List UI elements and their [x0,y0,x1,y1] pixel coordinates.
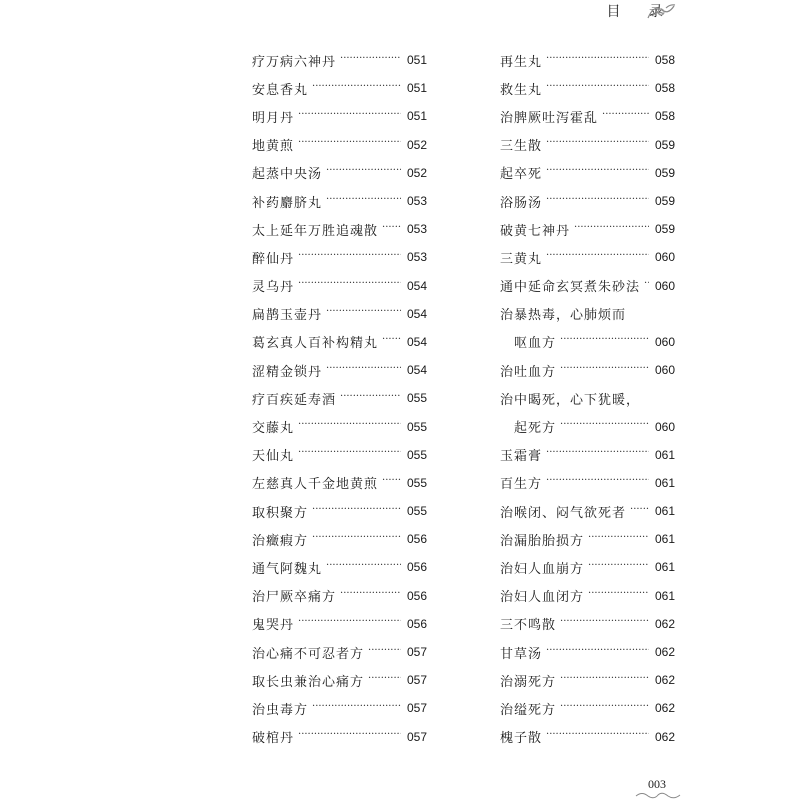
toc-entry [252,243,427,271]
toc-leader-dots [298,729,401,740]
toc-entry-title: 疗万病六神丹 [252,54,337,70]
toc-entry [252,272,427,300]
header-title: 目 录 [606,4,675,20]
toc-leader-dots [298,419,401,430]
toc-leader-dots [630,504,649,515]
toc-entry-title: 起蒸中央汤 [252,167,323,183]
toc-entry [500,272,675,300]
toc-leader-dots [560,363,649,374]
toc-entry-page: 059 [654,165,675,180]
toc-leader-dots [560,673,649,684]
toc-entry-page: 058 [654,81,675,96]
toc-entry [500,469,675,497]
toc-leader-dots [644,278,649,289]
toc-leader-dots [326,306,401,317]
toc-entry-title: 治心痛不可忍者方 [252,646,365,662]
toc-entry-page: 054 [406,278,427,293]
toc-entry-title: 三不鸣散 [500,618,557,634]
toc-entry-title: 浴肠汤 [500,195,543,211]
toc-entry-page: 056 [406,560,427,575]
toc-entry [252,610,427,638]
toc-entry-title: 三生散 [500,139,543,155]
toc-entry [500,46,675,74]
toc-entry-page: 060 [654,363,675,378]
toc-entry-title: 地黄煎 [252,139,295,155]
toc-entry-title: 起死方 [514,421,557,437]
toc-entry [252,102,427,130]
toc-entry-page: 057 [406,673,427,688]
toc-entry [252,131,427,159]
toc-leader-dots [312,532,401,543]
toc-entry-title: 治暴热毒，心肺烦而 [500,308,627,324]
toc-entry-title: 鬼哭丹 [252,618,295,634]
toc-entry-title: 起卒死 [500,167,543,183]
toc-leader-dots [546,645,649,656]
toc-leader-dots [546,447,649,458]
toc-leader-dots [326,363,401,374]
toc-leader-dots [340,53,401,64]
toc-entry-title: 治妇人血闭方 [500,590,585,606]
toc-entry-title: 救生丸 [500,82,543,98]
toc-entry-page: 061 [654,475,675,490]
toc-leader-dots [298,278,401,289]
toc-entry-page: 060 [654,250,675,265]
toc-entry-page: 057 [406,701,427,716]
toc-entry-title: 天仙丸 [252,449,295,465]
toc-leader-dots [546,137,649,148]
toc-leader-dots [382,334,401,345]
toc-leader-dots [588,532,649,543]
toc-entry-page: 060 [654,419,675,434]
toc-entry-title: 治缢死方 [500,702,557,718]
toc-entry-page: 059 [654,222,675,237]
toc-entry [500,300,675,328]
toc-entry-title: 灵乌丹 [252,280,295,296]
toc-entry-page: 054 [406,306,427,321]
toc-leader-dots [560,334,649,345]
toc-entry-page: 055 [406,504,427,519]
toc-entry-page: 062 [654,645,675,660]
toc-entry-page: 056 [406,588,427,603]
toc-leader-dots [382,475,401,486]
toc-entry-page: 051 [406,109,427,124]
toc-leader-dots [588,588,649,599]
toc-entry [252,666,427,694]
toc-entry [252,384,427,412]
toc-leader-dots [312,701,401,712]
toc-leader-dots [560,701,649,712]
toc-entry [252,215,427,243]
toc-entry [252,187,427,215]
toc-leader-dots [326,560,401,571]
toc-entry [252,328,427,356]
toc-entry-title: 安息香丸 [252,82,309,98]
toc-leader-dots [326,194,401,205]
toc-entry [500,328,675,356]
toc-entry-page: 061 [654,560,675,575]
toc-entry-page: 060 [654,278,675,293]
toc-entry [500,723,675,751]
toc-entry-title: 玉霜膏 [500,449,543,465]
toc-entry [500,159,675,187]
toc-entry-page: 062 [654,673,675,688]
toc-entry [252,159,427,187]
toc-entry [500,243,675,271]
toc-entry-title: 明月丹 [252,110,295,126]
toc-leader-dots [298,137,401,148]
toc-entry [500,74,675,102]
toc-leader-dots [546,53,649,64]
toc-entry [500,582,675,610]
toc-leader-dots [546,250,649,261]
toc-entry-title: 交藤丸 [252,421,295,437]
toc-entry [252,638,427,666]
toc-entry [252,582,427,610]
toc-leader-dots [312,504,401,515]
toc-entry-title: 呕血方 [514,336,557,352]
toc-entry-title: 治尸厥卒痛方 [252,590,337,606]
toc-entry-page: 061 [654,504,675,519]
toc-entry-page: 053 [406,250,427,265]
toc-leader-dots [560,616,649,627]
toc-entry-title: 涩精金锁丹 [252,364,323,380]
toc-entry-title: 再生丸 [500,54,543,70]
toc-entry-title: 治癥瘕方 [252,533,309,549]
toc-entry [500,441,675,469]
toc-entry-title: 治漏胎胎损方 [500,533,585,549]
header-ornament-icon [644,0,678,22]
toc-entry-page: 056 [406,532,427,547]
toc-entry-page: 055 [406,419,427,434]
toc-entry-page: 062 [654,729,675,744]
toc-entry [500,497,675,525]
toc-entry-page: 061 [654,532,675,547]
toc-leader-dots [340,391,401,402]
toc-entry [500,525,675,553]
toc-leader-dots [382,222,401,233]
toc-leader-dots [588,560,649,571]
toc-leader-dots [546,165,649,176]
toc-leader-dots [298,616,401,627]
toc-entry-page: 057 [406,729,427,744]
toc-entry [252,723,427,751]
toc-entry-title: 取长虫兼治心痛方 [252,674,365,690]
toc-entry-title: 通中延命玄冥煮朱砂法 [500,280,641,296]
toc-entry-page: 054 [406,363,427,378]
footer-ornament-icon [634,790,682,800]
toc-entry-page: 055 [406,447,427,462]
toc-entry-page: 057 [406,645,427,660]
toc-entry-title: 治中暍死，心下犹暖， [500,392,641,408]
toc-leader-dots [546,475,649,486]
toc-leader-dots [546,81,649,92]
toc-entry [500,131,675,159]
toc-entry [252,74,427,102]
toc-entry [252,46,427,74]
toc-leader-dots [312,81,401,92]
toc-entry-title: 补药麝脐丸 [252,195,323,211]
toc-entry-page: 061 [654,588,675,603]
toc-entry [252,497,427,525]
toc-entry [500,356,675,384]
page-number: 003 [648,777,666,791]
toc-entry-title: 治溺死方 [500,674,557,690]
toc-entry-page: 059 [654,137,675,152]
toc-leader-dots [340,588,401,599]
toc-leader-dots [546,729,649,740]
toc-leader-dots [326,165,401,176]
toc-leader-dots [602,109,649,120]
toc-entry-title: 取积聚方 [252,505,309,521]
toc-entry [500,412,675,440]
toc-leader-dots [368,645,401,656]
toc-entry-title: 疗百疾延寿酒 [252,392,337,408]
toc-entry-title: 破棺丹 [252,731,295,747]
toc-right-column [500,46,675,751]
toc-entry-title: 醉仙丹 [252,251,295,267]
toc-entry [252,300,427,328]
toc-entry [252,694,427,722]
toc-entry-title: 葛玄真人百补构精丸 [252,336,379,352]
toc-entry-page: 059 [654,194,675,209]
toc-entry-page: 062 [654,701,675,716]
toc-entry-title: 槐子散 [500,731,543,747]
toc-entry [252,525,427,553]
toc-entry-page: 055 [406,391,427,406]
toc-entry-page: 051 [406,53,427,68]
toc-entry [500,638,675,666]
toc-entry-page: 060 [654,334,675,349]
toc-leader-dots [298,250,401,261]
toc-entry-page: 052 [406,165,427,180]
toc-entry-title: 百生方 [500,477,543,493]
toc-entry-title: 治吐血方 [500,364,557,380]
toc-entry-title: 扁鹊玉壶丹 [252,308,323,324]
toc-entry [252,469,427,497]
toc-entry [252,412,427,440]
toc-entry [500,187,675,215]
toc-leader-dots [560,419,649,430]
toc-entry [500,102,675,130]
toc-entry-title: 治妇人血崩方 [500,561,585,577]
toc-entry-title: 破黄七神丹 [500,223,571,239]
toc-entry [500,694,675,722]
toc-entry-title: 通气阿魏丸 [252,561,323,577]
toc-entry-page: 053 [406,194,427,209]
toc-leader-dots [298,109,401,120]
toc-entry [500,666,675,694]
toc-entry [500,215,675,243]
toc-leader-dots [368,673,401,684]
toc-entry-page: 053 [406,222,427,237]
toc-entry-title: 太上延年万胜追魂散 [252,223,379,239]
toc-entry-page: 054 [406,334,427,349]
toc-entry [252,553,427,581]
toc-leader-dots [546,194,649,205]
toc-entry-title: 左慈真人千金地黄煎 [252,477,379,493]
toc-entry [500,384,675,412]
toc-leader-dots [574,222,649,233]
toc-entry-page: 055 [406,475,427,490]
toc-entry-page: 058 [654,109,675,124]
toc-entry [500,610,675,638]
toc-entry-page: 061 [654,447,675,462]
toc-entry [500,553,675,581]
toc-entry-page: 062 [654,616,675,631]
toc-entry-title: 治喉闭、闷气欲死者 [500,505,627,521]
toc-entry [252,441,427,469]
toc-leader-dots [298,447,401,458]
toc-entry-title: 三黄丸 [500,251,543,267]
toc-entry-title: 治脾厥吐泻霍乱 [500,110,599,126]
toc-entry-page: 051 [406,81,427,96]
toc-entry-title: 治虫毒方 [252,702,309,718]
toc-entry-title: 甘草汤 [500,646,543,662]
toc-entry-page: 058 [654,53,675,68]
toc-left-column [252,46,427,751]
toc-entry [252,356,427,384]
toc-entry-page: 056 [406,616,427,631]
toc-entry-page: 052 [406,137,427,152]
